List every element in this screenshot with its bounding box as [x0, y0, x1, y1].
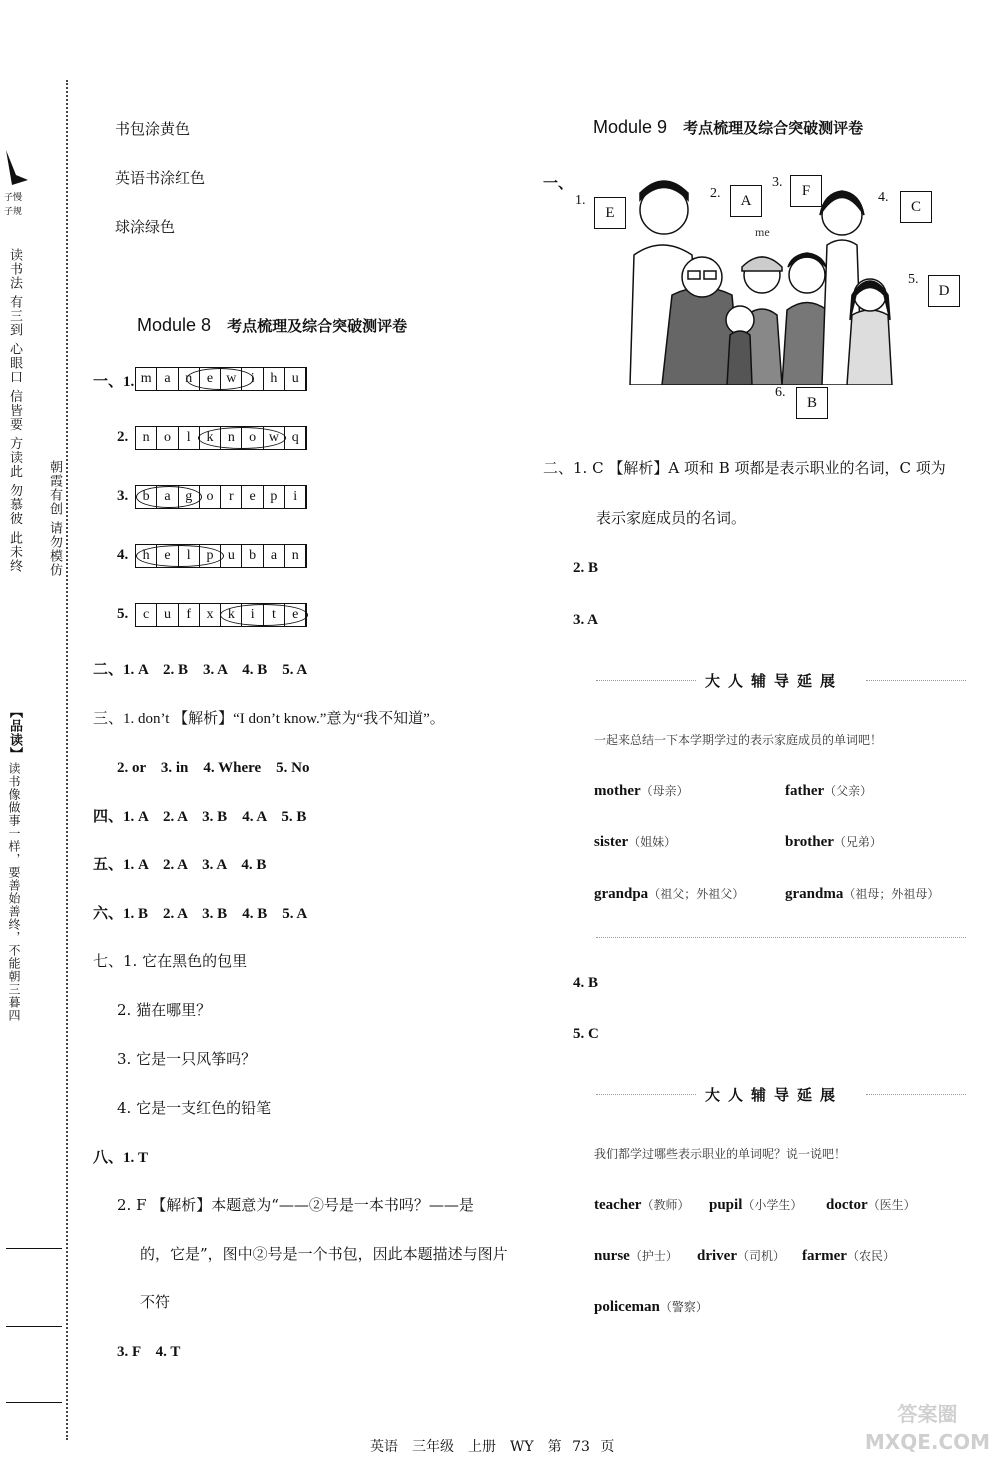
section8-line5: 3. F 4. T — [117, 1344, 181, 1360]
ext2-title: 大人辅导延展 — [705, 1086, 844, 1104]
r-section2-line1: 二、1. C 【解析】A 项和 B 项都是表示职业的名词，C 项为 — [543, 459, 946, 477]
grid3-num: 3. — [117, 488, 129, 504]
module9-title: Module 9 考点梳理及综合突破测评卷 — [593, 117, 864, 137]
module8-title: Module 8 考点梳理及综合突破测评卷 — [137, 315, 408, 335]
section8-line2: 2. F 【解析】本题意为“——②号是一本书吗？——是 — [117, 1196, 474, 1214]
pic-label-4-box: C — [900, 191, 932, 223]
circle-help — [136, 545, 224, 567]
section3-line1: 三、1. don’t 【解析】“I don’t know.”意为“我不知道”。 — [93, 711, 445, 727]
ext2-rule-left — [596, 1094, 696, 1095]
watermark: 答案圈 MXQE.COM — [864, 1402, 991, 1454]
grid4-num: 4. — [117, 547, 129, 563]
section8-line4: 不符 — [140, 1293, 171, 1311]
svg-text:子慢: 子慢 — [4, 193, 23, 203]
ext1-rule-left — [596, 680, 696, 681]
rule-3 — [6, 1402, 62, 1403]
ext2-rule-right — [866, 1094, 966, 1095]
section6-answers: 六、1. B 2. A 3. B 4. B 5. A — [93, 906, 308, 922]
section7-line3: 3. 它是一只风筝吗？ — [117, 1050, 257, 1068]
ext2-word-4: nurse（护士） — [594, 1248, 678, 1264]
ext1-word-1: mother（母亲） — [594, 783, 689, 799]
color-line-3: 球涂绿色 — [115, 218, 176, 236]
pic-label-2-box: A — [730, 185, 762, 217]
ext1-word-2: father（父亲） — [785, 783, 873, 799]
r-section2-q3: 3. A — [573, 612, 599, 628]
section5-answers: 五、1. A 2. A 3. A 4. B — [93, 857, 267, 873]
ext2-word-7: policeman（警察） — [594, 1299, 708, 1315]
ext1-word-5: grandpa（祖父；外祖父） — [594, 886, 745, 902]
ext1-rule-right — [866, 680, 966, 681]
picture-section-num: 一、 — [543, 176, 574, 192]
ext1-intro: 一起来总结一下本学期学过的表示家庭成员的单词吧！ — [594, 733, 883, 747]
circle-bag — [136, 486, 202, 508]
ext2-word-1: teacher（教师） — [594, 1197, 690, 1213]
section8-line3: 的，它是”，图中②号是一个书包，因此本题描述与图片 — [140, 1245, 508, 1263]
margin-col2: 朝霞有创 请勿模仿 — [47, 460, 62, 578]
margin-col1: 读书法 有三到 心眼口 信皆要 方读此 勿慕彼 此未终 — [7, 248, 22, 573]
svg-text:子规: 子规 — [4, 207, 23, 217]
ext1-word-6: grandma（祖母；外祖母） — [785, 886, 940, 902]
letter-grid-4: h e l p u b a n — [135, 544, 307, 568]
family-illustration — [622, 175, 922, 385]
circle-know — [198, 427, 286, 449]
pic-label-3-box: F — [790, 175, 822, 207]
grid1-num: 一、1. — [93, 374, 135, 390]
ext2-word-2: pupil（小学生） — [709, 1197, 803, 1213]
pic-label-6-box: B — [796, 387, 828, 419]
r-section2-q4: 4. B — [573, 975, 599, 991]
margin-col3: 读书像做事一样，要善始善终，不能朝三暮四 — [7, 762, 21, 1022]
ext1-word-3: sister（姐妹） — [594, 834, 677, 850]
grid5-num: 5. — [117, 606, 129, 622]
ext2-word-6: farmer（农民） — [802, 1248, 895, 1264]
pic-label-3-num: 3. — [772, 175, 783, 190]
ext1-word-4: brother（兄弟） — [785, 834, 882, 850]
r-section2-q5: 5. C — [573, 1026, 599, 1042]
ext2-word-5: driver（司机） — [697, 1248, 785, 1264]
grid2-num: 2. — [117, 429, 129, 445]
margin-pindu: 【品读】 — [7, 705, 22, 761]
binding-line — [66, 80, 68, 1440]
section4-answers: 四、1. A 2. A 3. B 4. A 5. B — [93, 809, 307, 825]
pic-label-4-num: 4. — [878, 190, 889, 205]
pic-label-1-box: E — [594, 197, 626, 229]
letter-grid-1: m a n e w i h u — [135, 367, 307, 391]
rule-2 — [6, 1326, 62, 1327]
section8-line1: 八、1. T — [93, 1150, 149, 1166]
color-line-2: 英语书涂红色 — [115, 169, 206, 187]
logo-icon — [2, 140, 32, 220]
ext1-title: 大人辅导延展 — [705, 672, 844, 690]
color-line-1: 书包涂黄色 — [115, 120, 191, 138]
section3-line2: 2. or 3. in 4. Where 5. No — [117, 760, 310, 776]
circle-new — [186, 368, 254, 390]
pic-label-6-num: 6. — [775, 385, 786, 400]
ext2-intro: 我们都学过哪些表示职业的单词呢？说一说吧！ — [594, 1147, 847, 1161]
ext2-word-3: doctor（医生） — [826, 1197, 916, 1213]
family-picture — [622, 175, 922, 385]
section7-line4: 4. 它是一支红色的铅笔 — [117, 1099, 272, 1117]
pic-label-5-num: 5. — [908, 272, 919, 287]
margin-logo — [2, 140, 32, 220]
page-footer: 英语 三年级 上册 WY 第 73 页 — [370, 1439, 615, 1455]
pic-label-5-box: D — [928, 275, 960, 307]
letter-grid-2: n o l k n o w q — [135, 426, 307, 450]
letter-grid-5: c u f x k i t e — [135, 603, 307, 627]
picture-me-label: me — [755, 225, 770, 239]
ext1-bottom-rule — [596, 937, 966, 938]
r-section2-line2: 表示家庭成员的名词。 — [596, 509, 747, 527]
r-section2-q2: 2. B — [573, 560, 599, 576]
circle-kite — [220, 604, 308, 626]
section2-answers: 二、1. A 2. B 3. A 4. B 5. A — [93, 662, 308, 678]
section7-line2: 2. 猫在哪里？ — [117, 1001, 212, 1019]
letter-grid-3: b a g o r e p i — [135, 485, 307, 509]
rule-1 — [6, 1248, 62, 1249]
pic-label-2-num: 2. — [710, 186, 721, 201]
section7-line1: 七、1. 它在黑色的包里 — [93, 952, 248, 970]
pic-label-1-num: 1. — [575, 193, 586, 208]
